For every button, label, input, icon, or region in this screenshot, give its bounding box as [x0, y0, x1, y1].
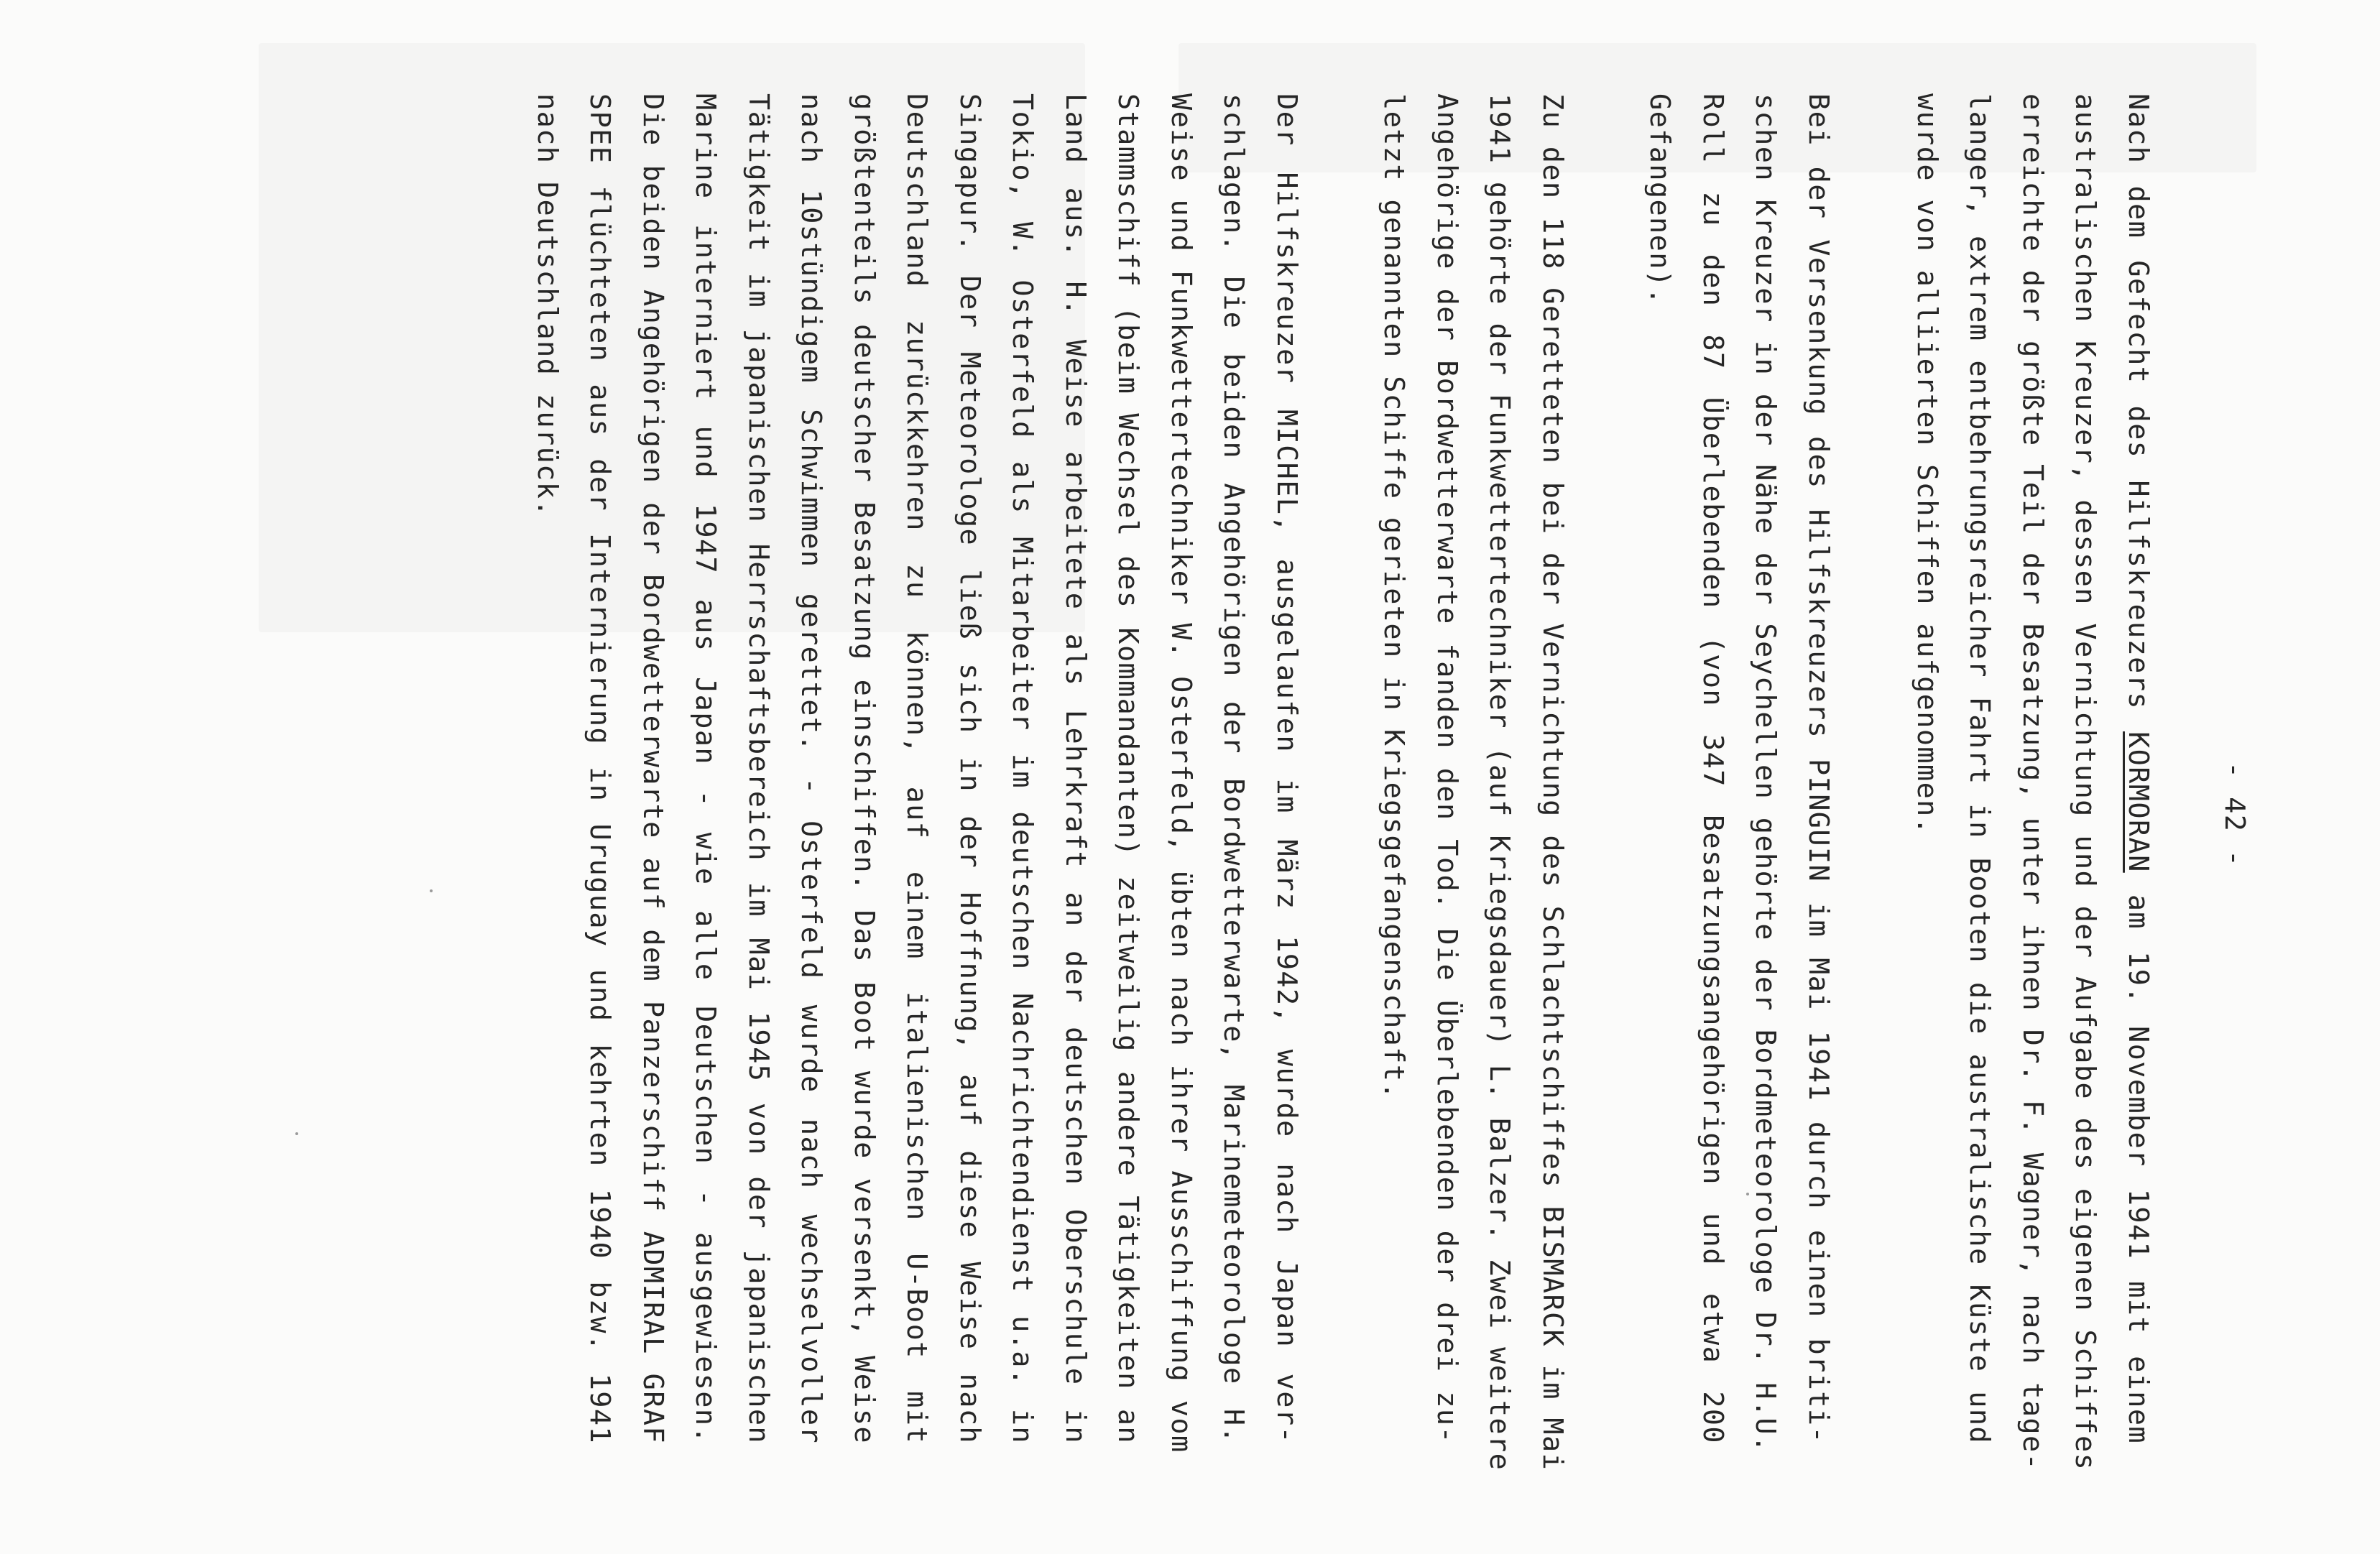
text-line: schen Kreuzer in der Nähe der Seychellen gehörte der Bordmeteorologe Dr. H.U.: [1749, 93, 1782, 1453]
text-line: nach Deutschland zurück.: [531, 93, 563, 517]
page-number: - 42 -: [2218, 762, 2251, 868]
text-line: Tokio, W. Osterfeld als Mitarbeiter im deutschen Nachrichtendienst u.a. in: [1006, 93, 1039, 1444]
text-line: Die beiden Angehörigen der Bordwetterwarte auf dem Panzerschiff ADMIRAL GRAF: [637, 93, 669, 1444]
text-line: Bei der Versenkung des Hilfskreuzers PINGUIN im Mai 1941 durch einen briti-: [1802, 93, 1835, 1444]
text-line: Tätigkeit im japanischen Herrschaftsbereich im Mai 1945 von der japanischen: [742, 93, 775, 1444]
text-line: [2112, 93, 2165, 1444]
text-line: Stammschiff (beim Wechsel des Kommandanten) zeitweilig andere Tätigkeiten an: [1112, 93, 1145, 1444]
text-line: Weise und Funkwettertechniker W. Osterfeld, übten nach ihrer Ausschiffung vom: [1165, 93, 1197, 1453]
paragraph-michel: [521, 93, 1314, 1453]
paragraph-kormoran: [1901, 93, 2165, 1471]
text-line: Zu den 118 Geretteten bei der Vernichtung des Schlachtschiffes BISMARCK im Mai: [1536, 93, 1569, 1471]
text-line: letzt genannten Schiffe gerieten in Kriegsgefangenschaft.: [1378, 93, 1411, 1101]
text-line: langer, extrem entbehrungsreicher Fahrt in Booten die australische Küste und: [1963, 93, 1996, 1444]
text-line: Der Hilfskreuzer MICHEL, ausgelaufen im März 1942, wurde nach Japan ver-: [1270, 93, 1303, 1444]
text-line: Land aus. H. Weise arbeitete als Lehrkraft an der deutschen Oberschule in: [1059, 93, 1092, 1444]
text-line: Roll zu den 87 Überlebenden (von 347 Besatzungsangehörigen und etwa 200: [1697, 93, 1729, 1444]
text-line: wurde von alliierten Schiffen aufgenommen.: [1911, 93, 1943, 836]
paragraph-bismarck: [1367, 93, 1579, 1471]
text-line: australischen Kreuzer, dessen Vernichtung und der Aufgabe des eigenen Schiffes: [2069, 93, 2102, 1471]
text-line: Singapur. Der Meteorologe ließ sich in der Hoffnung, auf diese Weise nach: [954, 93, 986, 1444]
text-line: erreichte der größte Teil der Besatzung, unter ihnen Dr. F. Wagner, nach tage-: [2016, 93, 2049, 1471]
text-line: Gefangenen).: [1643, 93, 1676, 305]
text-line: SPEE flüchteten aus der Internierung in Uruguay und kehrten 1940 bzw. 1941: [584, 93, 617, 1444]
text-line: nach 10stündigem Schwimmen gerettet. - Osterfeld wurde nach wechselvoller: [795, 93, 828, 1444]
paragraph-pinguin: [1633, 93, 1845, 1453]
text-fragment: Nach dem Gefecht des Hilfskreuzers KORMORAN am 19. November 1941 mit einem: [2122, 93, 2154, 1444]
text-line: 1941 gehörte der Funkwettertechniker (auf Kriegsdauer) L. Balzer. Zwei weitere: [1483, 93, 1516, 1471]
text-line: Deutschland zurückkehren zu können, auf einem italienischen U-Boot mit: [900, 93, 933, 1444]
text-line: größtenteils deutscher Besatzung einschiffen. Das Boot wurde versenkt, Weise: [848, 93, 880, 1444]
text-line: Angehörige der Bordwetterwarte fanden den Tod. Die Überlebenden der drei zu-: [1431, 93, 1463, 1444]
text-line: schlagen. Die beiden Angehörigen der Bordwetterwarte, Marinemeteorologe H.: [1217, 93, 1250, 1444]
text-line: Marine interniert und 1947 aus Japan - wie alle Deutschen - ausgewiesen.: [689, 93, 722, 1444]
ship-name-kormoran: KORMORAN: [2122, 731, 2154, 873]
